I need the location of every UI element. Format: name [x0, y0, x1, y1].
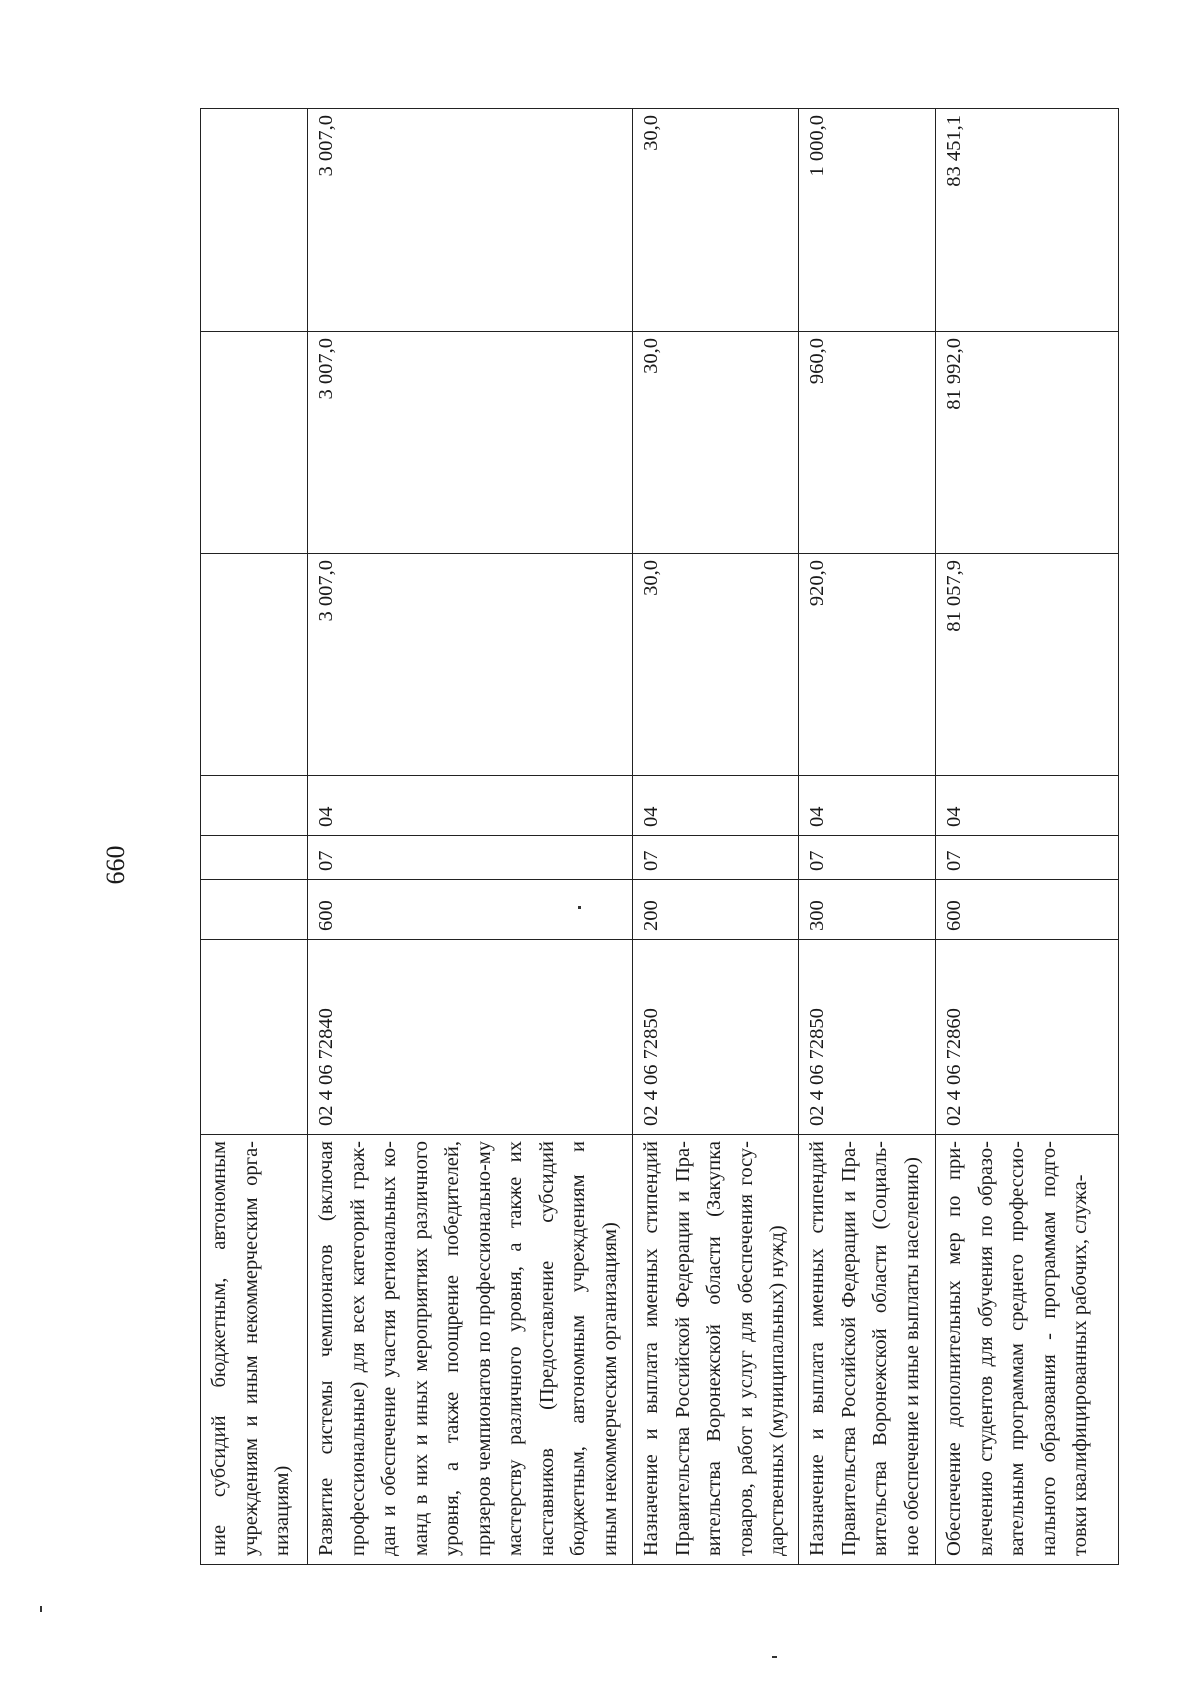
section-code: 07	[936, 836, 1119, 880]
subsection-code: 04	[936, 776, 1119, 836]
budget-table	[200, 108, 1119, 1565]
amount-year-3	[201, 109, 308, 332]
subsection-code: 04	[799, 776, 936, 836]
amount-year-2	[201, 332, 308, 554]
amount-year-2: 960,0	[799, 332, 936, 554]
amount-year-1: 81 057,9	[936, 554, 1119, 776]
table-row	[201, 109, 308, 1565]
amount-year-2: 30,0	[633, 332, 799, 554]
scan-speck	[578, 906, 581, 909]
row-description: Обеспечение дополнительных мер по при-влечению студентов для обучения по образо-вательным программам среднего профессио-нального образования - программам подго-товки квалифицированных рабочих, служа-	[936, 1135, 1119, 1565]
amount-year-3: 83 451,1	[936, 109, 1119, 332]
section-code	[201, 836, 308, 880]
row-description: Назначение и выплата именных стипендий Правительства Российской Федерации и Пра-вительства Воронежской области (Социаль-ное обеспечение и иные выплаты населению)	[799, 1135, 936, 1565]
target-article-code: 02 4 06 72850	[799, 940, 936, 1135]
table-row	[799, 109, 936, 1565]
section-code: 07	[308, 836, 633, 880]
target-article-code	[201, 940, 308, 1135]
expense-type-code	[201, 880, 308, 940]
table-row	[936, 109, 1119, 1565]
expense-type-code: 200	[633, 880, 799, 940]
subsection-code: 04	[633, 776, 799, 836]
subsection-code	[201, 776, 308, 836]
expense-type-code: 300	[799, 880, 936, 940]
target-article-code: 02 4 06 72850	[633, 940, 799, 1135]
table-row	[633, 109, 799, 1565]
page-number: 660	[101, 845, 130, 885]
amount-year-2: 3 007,0	[308, 332, 633, 554]
section-code: 07	[799, 836, 936, 880]
expense-type-code: 600	[308, 880, 633, 940]
section-code: 07	[633, 836, 799, 880]
row-description: ние субсидий бюджетным, автономным учреждениям и иным некоммерческим орга-низациям)	[201, 1135, 308, 1565]
target-article-code: 02 4 06 72860	[936, 940, 1119, 1135]
row-description: Развитие системы чемпионатов (включая профессиональные) для всех категорий граж-дан и обеспечение участия региональных ко-манд в них и иных мероприятиях различного уровня, а также поощрение победителей, призеров чемпионатов по профессионально-му мастерству различного уровня, а также их наставников (Предоставление субсидий бюджетным, автономным учреждениям и иным некоммерческим организациям)	[308, 1135, 633, 1565]
target-article-code: 02 4 06 72840	[308, 940, 633, 1135]
expense-type-code: 600	[936, 880, 1119, 940]
subsection-code: 04	[308, 776, 633, 836]
rotated-page-content	[200, 109, 1118, 1565]
amount-year-1: 30,0	[633, 554, 799, 776]
row-description: Назначение и выплата именных стипендий Правительства Российской Федерации и Пра-вительства Воронежской области (Закупка товаров, работ и услуг для обеспечения госу-дарственных (муниципальных) нужд)	[633, 1135, 799, 1565]
amount-year-3: 1 000,0	[799, 109, 936, 332]
table-row	[308, 109, 633, 1565]
scan-speck	[40, 1606, 42, 1612]
amount-year-1: 920,0	[799, 554, 936, 776]
amount-year-1	[201, 554, 308, 776]
scan-speck	[772, 1656, 777, 1658]
amount-year-3: 30,0	[633, 109, 799, 332]
amount-year-2: 81 992,0	[936, 332, 1119, 554]
amount-year-1: 3 007,0	[308, 554, 633, 776]
amount-year-3: 3 007,0	[308, 109, 633, 332]
